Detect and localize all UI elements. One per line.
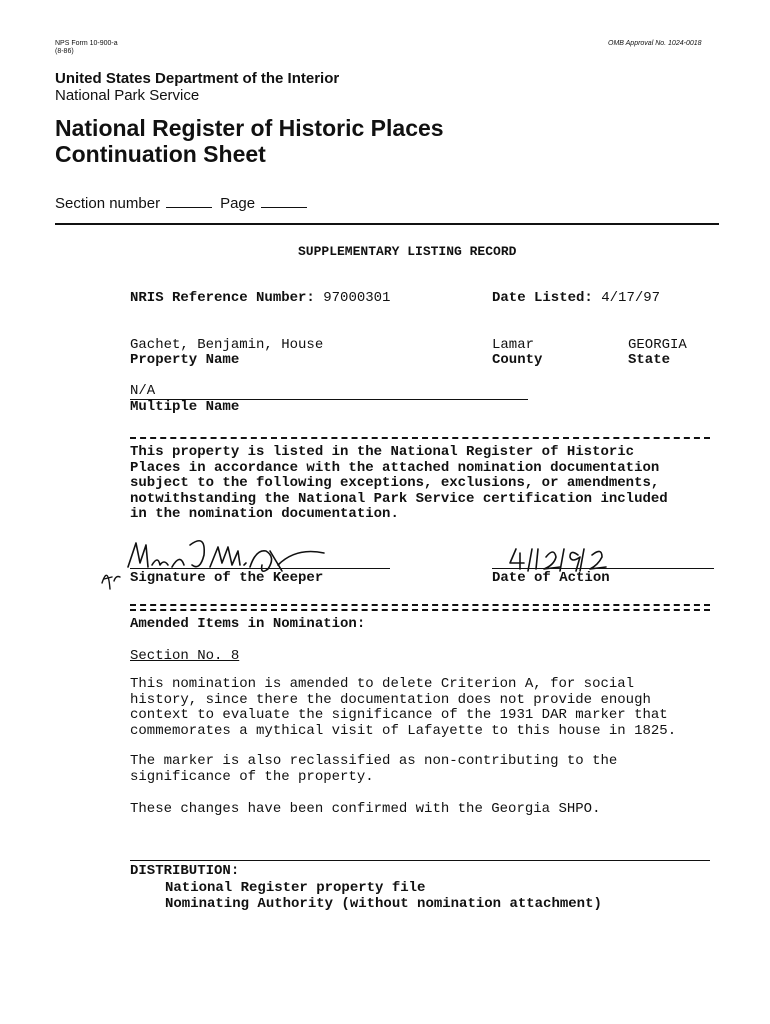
amendments-divider — [130, 604, 710, 611]
page-label: Page — [220, 195, 256, 212]
date-of-action-label: Date of Action — [492, 570, 610, 586]
amendment-line: The marker is also reclassified as non-contributing to the — [130, 753, 618, 769]
section-number-label: Section number — [55, 195, 161, 212]
signature-line — [130, 568, 390, 569]
page-number-field — [261, 207, 307, 208]
amendment-line: context to evaluate the significance of the 1931 DAR marker that — [130, 707, 668, 723]
page-title: National Register of Historic Places — [55, 115, 444, 141]
amendment-paragraph-2 — [130, 754, 617, 785]
date-listed-label: Date Listed: — [492, 290, 593, 306]
amendment-paragraph-3: These changes have been confirmed with the Georgia SHPO. — [130, 801, 601, 817]
certification-line: subject to the following exceptions, exclusions, or amendments, — [130, 475, 660, 491]
certification-line: Places in accordance with the attached nomination documentation — [130, 459, 660, 476]
signature-label: Signature of the Keeper — [130, 570, 324, 586]
distribution-rule — [130, 860, 710, 861]
nris-row — [130, 290, 390, 306]
multiple-name-value: N/A — [130, 383, 156, 399]
omb-approval: OMB Approval No. 1024-0018 — [608, 40, 702, 47]
county-label: County — [492, 352, 543, 368]
date-listed-value: 4/17/97 — [601, 290, 661, 306]
section-number-field — [166, 207, 212, 208]
property-name-label: Property Name — [130, 352, 240, 368]
section-page-row — [55, 195, 315, 212]
state-label: State — [628, 352, 671, 368]
page-subtitle: Continuation Sheet — [55, 141, 266, 167]
department-name: United States Department of the Interior — [55, 70, 340, 87]
state-value: GEORGIA — [628, 337, 687, 353]
property-name-value: Gachet, Benjamin, House — [130, 337, 324, 353]
amendment-line: commemorates a mythical visit of Lafayette to this house in 1825. — [130, 722, 677, 739]
header-rule — [55, 223, 719, 225]
amendments-heading: Amended Items in Nomination: — [130, 616, 366, 632]
amendment-paragraph-1 — [130, 677, 676, 739]
form-date: (8-86) — [55, 48, 74, 55]
distribution-item: National Register property file — [165, 880, 426, 896]
amendment-line: history, since there the documentation does not provide enough — [130, 691, 651, 708]
nris-value: 97000301 — [323, 290, 391, 306]
date-listed-row — [492, 290, 660, 306]
service-name: National Park Service — [55, 87, 200, 104]
distribution-heading: DISTRIBUTION: — [130, 863, 240, 879]
county-value: Lamar — [492, 337, 535, 353]
certification-text — [130, 445, 668, 523]
multiple-name-label: Multiple Name — [130, 399, 240, 415]
date-of-action-line — [492, 568, 714, 569]
section-divider — [130, 437, 710, 439]
record-heading: SUPPLEMENTARY LISTING RECORD — [298, 244, 517, 259]
form-id: NPS Form 10-900-a — [55, 40, 118, 47]
amendment-line: This nomination is amended to delete Criterion A, for social — [130, 676, 635, 692]
certification-line: This property is listed in the National Register of Historic — [130, 444, 635, 460]
amendment-section: Section No. 8 — [130, 648, 240, 664]
amendment-line: significance of the property. — [130, 768, 374, 785]
date-of-action-value — [504, 552, 507, 553]
nris-label: NRIS Reference Number: — [130, 290, 315, 306]
certification-line: notwithstanding the National Park Service certification included — [130, 490, 668, 507]
certification-line: in the nomination documentation. — [130, 506, 399, 522]
distribution-item: Nominating Authority (without nomination attachment) — [165, 896, 602, 912]
